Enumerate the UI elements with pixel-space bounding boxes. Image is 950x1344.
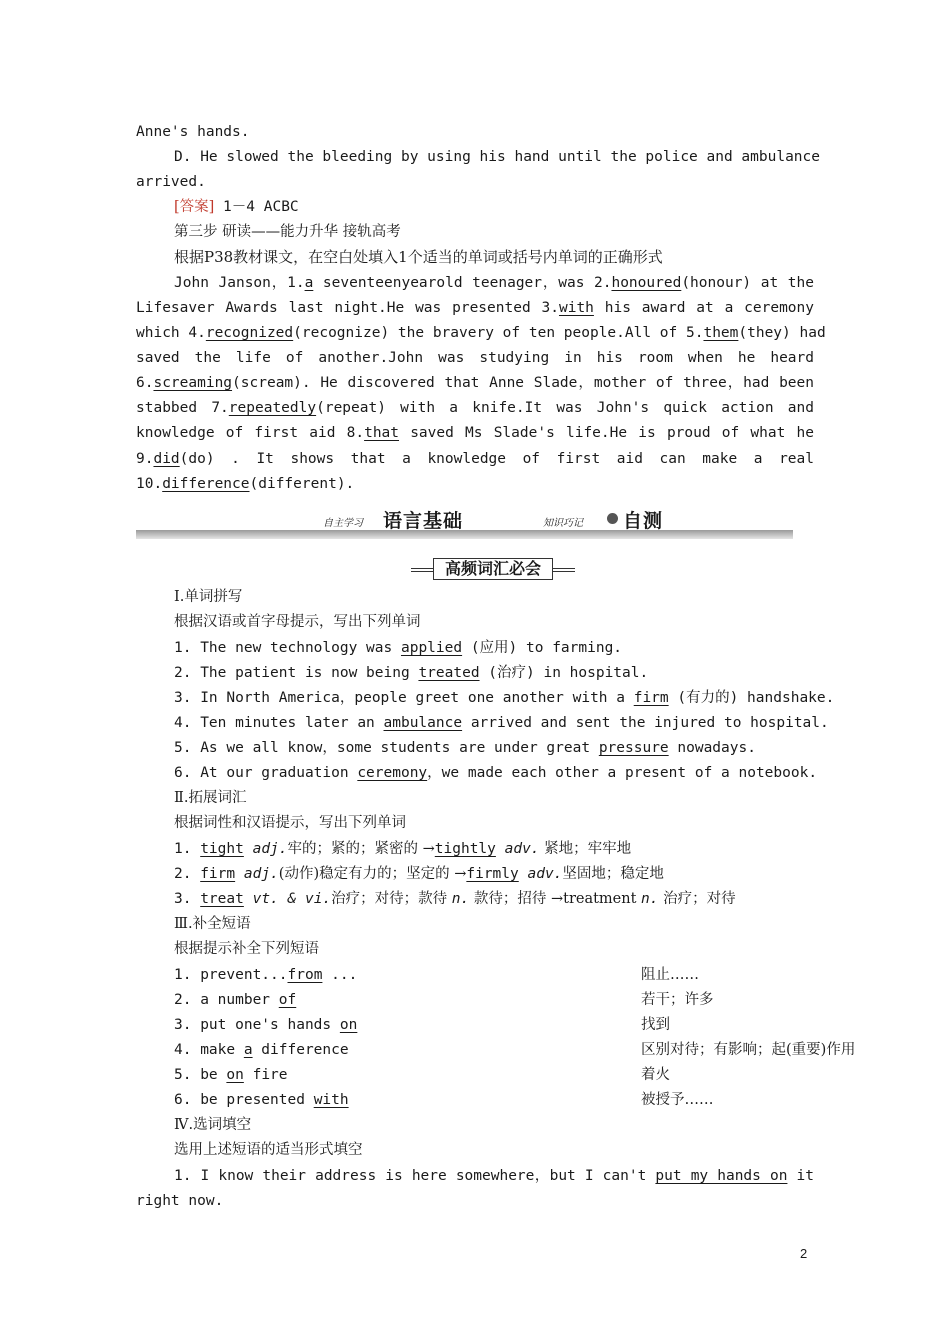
list-item: 6. At our graduation ceremony，we made each other a present of a notebook. — [174, 765, 818, 781]
passage-line: knowledge of first aid 8.that saved Ms Slade's life.He is proud of what he — [136, 425, 814, 441]
phrase-row: 3. put one's hands on 找到 — [174, 1017, 670, 1033]
passage-line: Lifesaver Awards last night.He was presented 3.with his award at a ceremony — [136, 300, 814, 316]
phrase-row: 6. be presented with 被授予…… — [174, 1092, 714, 1108]
instruction: 根据P38教材课文，在空白处填入1个适当的单词或括号内单词的正确形式 — [174, 248, 663, 266]
list-item: 3. In North America，people greet one another with a firm (有力的) handshake. — [174, 690, 835, 706]
phrase-row: 5. be on fire 着火 — [174, 1067, 670, 1083]
banner-title: 语言基础 — [383, 510, 464, 532]
part-instruction: 根据词性和汉语提示，写出下列单词 — [174, 815, 406, 831]
banner-dot-icon — [607, 513, 618, 524]
page-number: 2 — [800, 1246, 808, 1261]
section-title — [411, 558, 575, 580]
list-item: 1. The new technology was applied (应用) to farming. — [174, 640, 623, 656]
list-item: 3. treat vt. & vi.治疗；对待；款待 n. 款待；招待 →treatment n. 治疗；对待 — [174, 891, 736, 907]
part-heading: Ⅰ.单词拼写 — [174, 589, 243, 605]
part-instruction: 根据提示补全下列短语 — [174, 941, 319, 957]
section-title-text: 高频词汇必会 — [433, 558, 553, 580]
step-heading: 第三步 研读——能力升华 接轨高考 — [174, 224, 401, 240]
part-heading: Ⅱ.拓展词汇 — [174, 790, 247, 806]
banner-bar — [136, 530, 793, 539]
phrase-row: 4. make a difference 区别对待；有影响；起(重要)作用 — [174, 1042, 856, 1058]
banner-left-label: 自主学习 — [323, 518, 363, 529]
section-banner — [136, 506, 793, 540]
passage-line: 9.did(do) . It shows that a knowledge of first aid can make a real — [136, 451, 814, 467]
part-heading: Ⅳ.选词填空 — [174, 1117, 252, 1133]
text-line: arrived. — [136, 174, 206, 190]
answer-tag: [答案] — [174, 199, 215, 215]
list-item: 5. As we all know，some students are under great pressure nowadays. — [174, 740, 756, 756]
list-item: 4. Ten minutes later an ambulance arrived and sent the injured to hospital. — [174, 715, 829, 731]
banner-title-2: 自测 — [623, 510, 664, 532]
list-item: right now. — [136, 1193, 224, 1209]
list-item: 2. firm adj.(动作)稳定有力的；坚定的 →firmly adv.坚固地；稳定地 — [174, 866, 664, 882]
option-d: D. He slowed the bleeding by using his hand until the police and ambulance — [174, 149, 821, 165]
phrase-row: 2. a number of 若干；许多 — [174, 992, 714, 1008]
phrase-row: 1. prevent...from ... 阻止…… — [174, 967, 699, 983]
passage-line: stabbed 7.repeatedly(repeat) with a knife.It was John's quick action and — [136, 400, 814, 416]
passage-line: 6.screaming(scream). He discovered that Anne Slade，mother of three，had been — [136, 375, 814, 391]
part-instruction: 选用上述短语的适当形式填空 — [174, 1142, 363, 1158]
passage-line: saved the life of another.John was studying in his room when he heard — [136, 350, 814, 366]
answer-line: [答案] 1－4 ACBC — [174, 199, 299, 215]
part-instruction: 根据汉语或首字母提示，写出下列单词 — [174, 614, 421, 630]
text-line: Anne's hands. — [136, 124, 250, 140]
passage-line: John Janson，1.a seventeenyearold teenager，was 2.honoured(honour) at the — [174, 275, 814, 291]
passage-line: 10.difference(different). — [136, 476, 355, 492]
passage-line: which 4.recognized(recognize) the bravery of ten people.All of 5.them(they) had — [136, 325, 826, 341]
part-heading: Ⅲ.补全短语 — [174, 916, 251, 932]
list-item: 1. tight adj.牢的；紧的；紧密的 →tightly adv. 紧地；牢牢地 — [174, 841, 632, 857]
banner-right-label: 知识巧记 — [543, 518, 583, 529]
list-item: 1. I know their address is here somewhere，but I can't put my hands on it — [174, 1168, 814, 1184]
list-item: 2. The patient is now being treated (治疗) in hospital. — [174, 665, 649, 681]
